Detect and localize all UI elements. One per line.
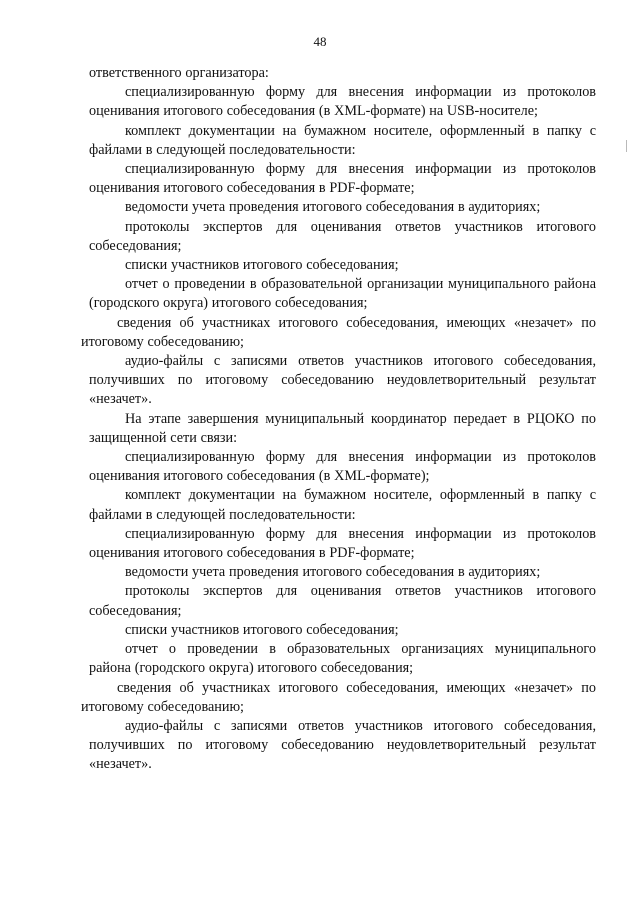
paragraph: списки участников итогового собеседования; bbox=[125, 621, 399, 638]
paragraph: сведения об участниках итогового собеседования, имеющих «незачет» по итоговому собеседованию; bbox=[81, 679, 596, 715]
page-number: 48 bbox=[313, 34, 327, 49]
paragraph: протоколы экспертов для оценивания ответов участников итогового собеседования; bbox=[89, 583, 596, 619]
paragraph: ответственного организатора: bbox=[89, 65, 269, 81]
paragraph: сведения об участниках итогового собеседования, имеющих «незачет» по итоговому собеседованию; bbox=[81, 314, 596, 350]
paragraph: отчет о проведении в образовательных организациях муниципального района (городского округа) итогового собеседования; bbox=[89, 641, 596, 677]
paragraph: На этапе завершения муниципальный координатор передает в РЦОКО по защищенной сети связи: bbox=[89, 410, 596, 446]
paragraph: списки участников итогового собеседования; bbox=[125, 257, 399, 274]
paragraph: ведомости учета проведения итогового собеседования в аудиториях; bbox=[125, 199, 541, 216]
paragraph: протоколы экспертов для оценивания ответов участников итогового собеседования; bbox=[89, 218, 596, 254]
paragraph: специализированную форму для внесения информации из протоколов оценивания итогового собеседования в PDF-формате; bbox=[89, 161, 596, 197]
paragraph: отчет о проведении в образовательной организации муниципального района (городского округа) итогового собеседования; bbox=[89, 276, 596, 312]
paragraph: комплект документации на бумажном носителе, оформленный в папку с файлами в следующей последовательности: bbox=[89, 487, 596, 523]
paragraph: комплект документации на бумажном носителе, оформленный в папку с файлами в следующей последовательности: bbox=[89, 122, 596, 158]
paragraph: аудио-файлы с записями ответов участников итогового собеседования, получивших по итоговому собеседованию неудовлетворительный результат «незачет». bbox=[89, 353, 596, 408]
paragraph: специализированную форму для внесения информации из протоколов оценивания итогового собеседования (в XML-формате) на USB-носителе; bbox=[89, 84, 596, 120]
paragraph: специализированную форму для внесения информации из протоколов оценивания итогового собеседования в PDF-формате; bbox=[89, 525, 596, 562]
scan-margin-mark bbox=[626, 140, 627, 152]
paragraph: ведомости учета проведения итогового собеседования в аудиториях; bbox=[125, 564, 541, 581]
paragraph: специализированную форму для внесения информации из протоколов оценивания итогового собеседования (в XML-формате); bbox=[89, 449, 596, 485]
document-body bbox=[81, 64, 596, 775]
paragraph: аудио-файлы с записями ответов участников итогового собеседования, получивших по итоговому собеседованию неудовлетворительный результат «незачет». bbox=[89, 717, 596, 773]
